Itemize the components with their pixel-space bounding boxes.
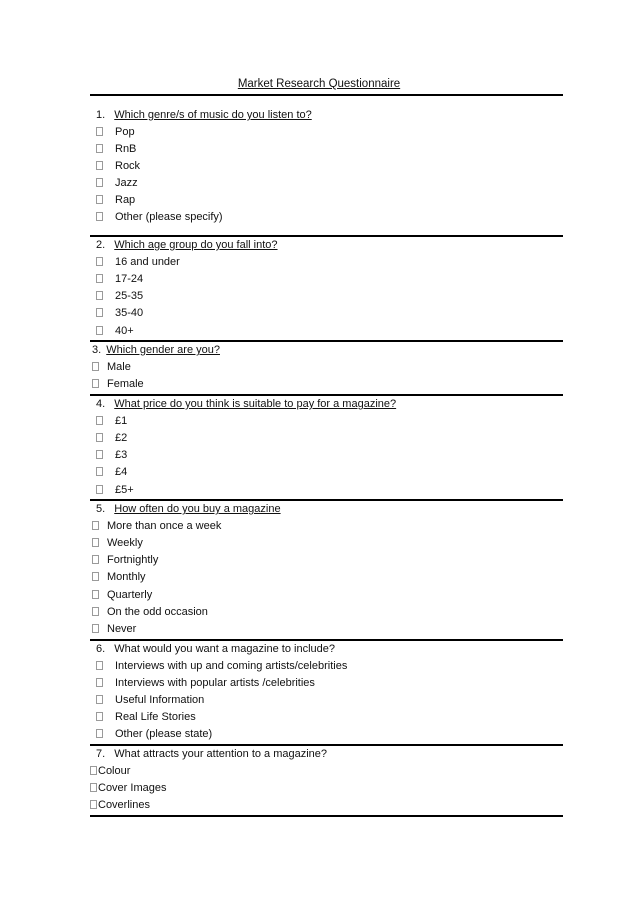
divider (90, 394, 563, 396)
question-number: 3. (92, 344, 102, 356)
divider (90, 499, 563, 501)
checkbox-icon[interactable] (96, 450, 103, 459)
question-number: 1. (96, 109, 106, 121)
divider (90, 94, 563, 96)
option-label: Cover Images (98, 782, 167, 794)
question-5 (96, 502, 281, 516)
option-checkbox[interactable] (96, 289, 143, 303)
question-number: 4. (96, 398, 106, 410)
option-label: Rap (115, 194, 136, 206)
option-checkbox[interactable] (90, 781, 166, 795)
option-checkbox[interactable] (92, 570, 146, 584)
divider (90, 815, 563, 817)
question-3 (92, 343, 220, 357)
checkbox-icon[interactable] (92, 607, 99, 616)
option-checkbox[interactable] (96, 431, 127, 445)
option-checkbox[interactable] (90, 798, 150, 812)
option-label: Coverlines (98, 799, 150, 811)
divider (90, 235, 563, 237)
checkbox-icon[interactable] (96, 257, 103, 266)
option-checkbox[interactable] (96, 693, 204, 707)
checkbox-icon[interactable] (92, 555, 99, 564)
option-checkbox[interactable] (96, 255, 180, 269)
option-checkbox[interactable] (96, 727, 212, 741)
option-checkbox[interactable] (96, 193, 135, 207)
option-checkbox[interactable] (96, 306, 143, 320)
option-checkbox[interactable] (96, 676, 315, 690)
checkbox-icon[interactable] (92, 362, 99, 371)
option-label: Other (please specify) (115, 211, 223, 223)
checkbox-icon[interactable] (96, 695, 103, 704)
option-label: Colour (98, 765, 131, 777)
option-label: RnB (115, 143, 137, 155)
option-label: Useful Information (115, 694, 205, 706)
option-checkbox[interactable] (96, 414, 127, 428)
option-label: 16 and under (115, 256, 180, 268)
option-checkbox[interactable] (92, 553, 158, 567)
option-label: Female (107, 378, 144, 390)
question-text: Which gender are you? (106, 344, 220, 356)
option-checkbox[interactable] (96, 710, 196, 724)
option-label: £4 (115, 466, 128, 478)
option-label: £3 (115, 449, 128, 461)
checkbox-icon[interactable] (92, 590, 99, 599)
option-label: Interviews with up and coming artists/celebrities (115, 660, 348, 672)
checkbox-icon[interactable] (96, 274, 103, 283)
checkbox-icon[interactable] (96, 195, 103, 204)
option-label: Interviews with popular artists /celebrities (115, 677, 315, 689)
option-label: 17-24 (115, 273, 144, 285)
option-label: On the odd occasion (107, 606, 208, 618)
checkbox-icon[interactable] (96, 433, 103, 442)
checkbox-icon[interactable] (92, 521, 99, 530)
option-checkbox[interactable] (90, 764, 130, 778)
checkbox-icon[interactable] (96, 127, 103, 136)
option-checkbox[interactable] (96, 483, 134, 497)
question-1 (96, 108, 312, 122)
checkbox-icon[interactable] (96, 678, 103, 687)
option-label: Never (107, 623, 137, 635)
page-title: Market Research Questionnaire (237, 78, 401, 90)
question-text: What would you want a magazine to include? (114, 643, 335, 655)
option-checkbox[interactable] (96, 465, 127, 479)
option-checkbox[interactable] (96, 272, 143, 286)
option-label: 40+ (115, 325, 134, 337)
question-6 (96, 642, 335, 656)
option-label: More than once a week (107, 520, 222, 532)
checkbox-icon[interactable] (96, 291, 103, 300)
checkbox-icon[interactable] (96, 467, 103, 476)
checkbox-icon[interactable] (90, 766, 97, 775)
option-checkbox[interactable] (92, 605, 208, 619)
option-label: Monthly (107, 571, 146, 583)
option-checkbox[interactable] (92, 536, 143, 550)
checkbox-icon[interactable] (90, 800, 97, 809)
checkbox-icon[interactable] (96, 729, 103, 738)
divider (90, 340, 563, 342)
option-checkbox[interactable] (92, 519, 221, 533)
question-text: Which age group do you fall into? (114, 239, 278, 251)
option-label: Pop (115, 126, 135, 138)
question-number: 7. (96, 748, 106, 760)
option-checkbox[interactable] (96, 159, 140, 173)
option-label: Quarterly (107, 589, 153, 601)
option-label: Other (please state) (115, 728, 213, 740)
option-checkbox[interactable] (92, 360, 131, 374)
checkbox-icon[interactable] (96, 161, 103, 170)
checkbox-icon[interactable] (92, 379, 99, 388)
option-checkbox[interactable] (96, 324, 134, 338)
question-7 (96, 747, 327, 761)
checkbox-icon[interactable] (92, 572, 99, 581)
option-checkbox[interactable] (92, 622, 136, 636)
checkbox-icon[interactable] (92, 538, 99, 547)
checkbox-icon[interactable] (96, 326, 103, 335)
checkbox-icon[interactable] (92, 624, 99, 633)
option-label: £2 (115, 432, 128, 444)
checkbox-icon[interactable] (96, 485, 103, 494)
question-4 (96, 397, 396, 411)
checkbox-icon[interactable] (90, 783, 97, 792)
checkbox-icon[interactable] (96, 661, 103, 670)
option-label: 35-40 (115, 307, 144, 319)
divider (90, 744, 563, 746)
question-text: What attracts your attention to a magazine? (114, 748, 328, 760)
question-text: Which genre/s of music do you listen to? (114, 109, 312, 121)
option-label: Real Life Stories (115, 711, 196, 723)
option-checkbox[interactable] (96, 142, 136, 156)
checkbox-icon[interactable] (96, 416, 103, 425)
option-label: £5+ (115, 484, 134, 496)
question-text: How often do you buy a magazine (114, 503, 281, 515)
option-checkbox[interactable] (96, 659, 347, 673)
option-label: 25-35 (115, 290, 144, 302)
option-checkbox[interactable] (92, 588, 152, 602)
question-text: What price do you think is suitable to pay for a magazine? (114, 398, 397, 410)
option-label: £1 (115, 415, 128, 427)
option-label: Male (107, 361, 131, 373)
option-label: Weekly (107, 537, 143, 549)
option-checkbox[interactable] (92, 377, 144, 391)
option-label: Fortnightly (107, 554, 159, 566)
option-label: Rock (115, 160, 141, 172)
question-number: 5. (96, 503, 106, 515)
option-checkbox[interactable] (96, 125, 135, 139)
option-checkbox[interactable] (96, 448, 127, 462)
question-number: 2. (96, 239, 106, 251)
checkbox-icon[interactable] (96, 712, 103, 721)
checkbox-icon[interactable] (96, 144, 103, 153)
question-2 (96, 238, 278, 252)
divider (90, 639, 563, 641)
checkbox-icon[interactable] (96, 212, 103, 221)
option-checkbox[interactable] (96, 210, 223, 224)
question-number: 6. (96, 643, 106, 655)
checkbox-icon[interactable] (96, 178, 103, 187)
option-checkbox[interactable] (96, 176, 138, 190)
checkbox-icon[interactable] (96, 308, 103, 317)
option-label: Jazz (115, 177, 138, 189)
